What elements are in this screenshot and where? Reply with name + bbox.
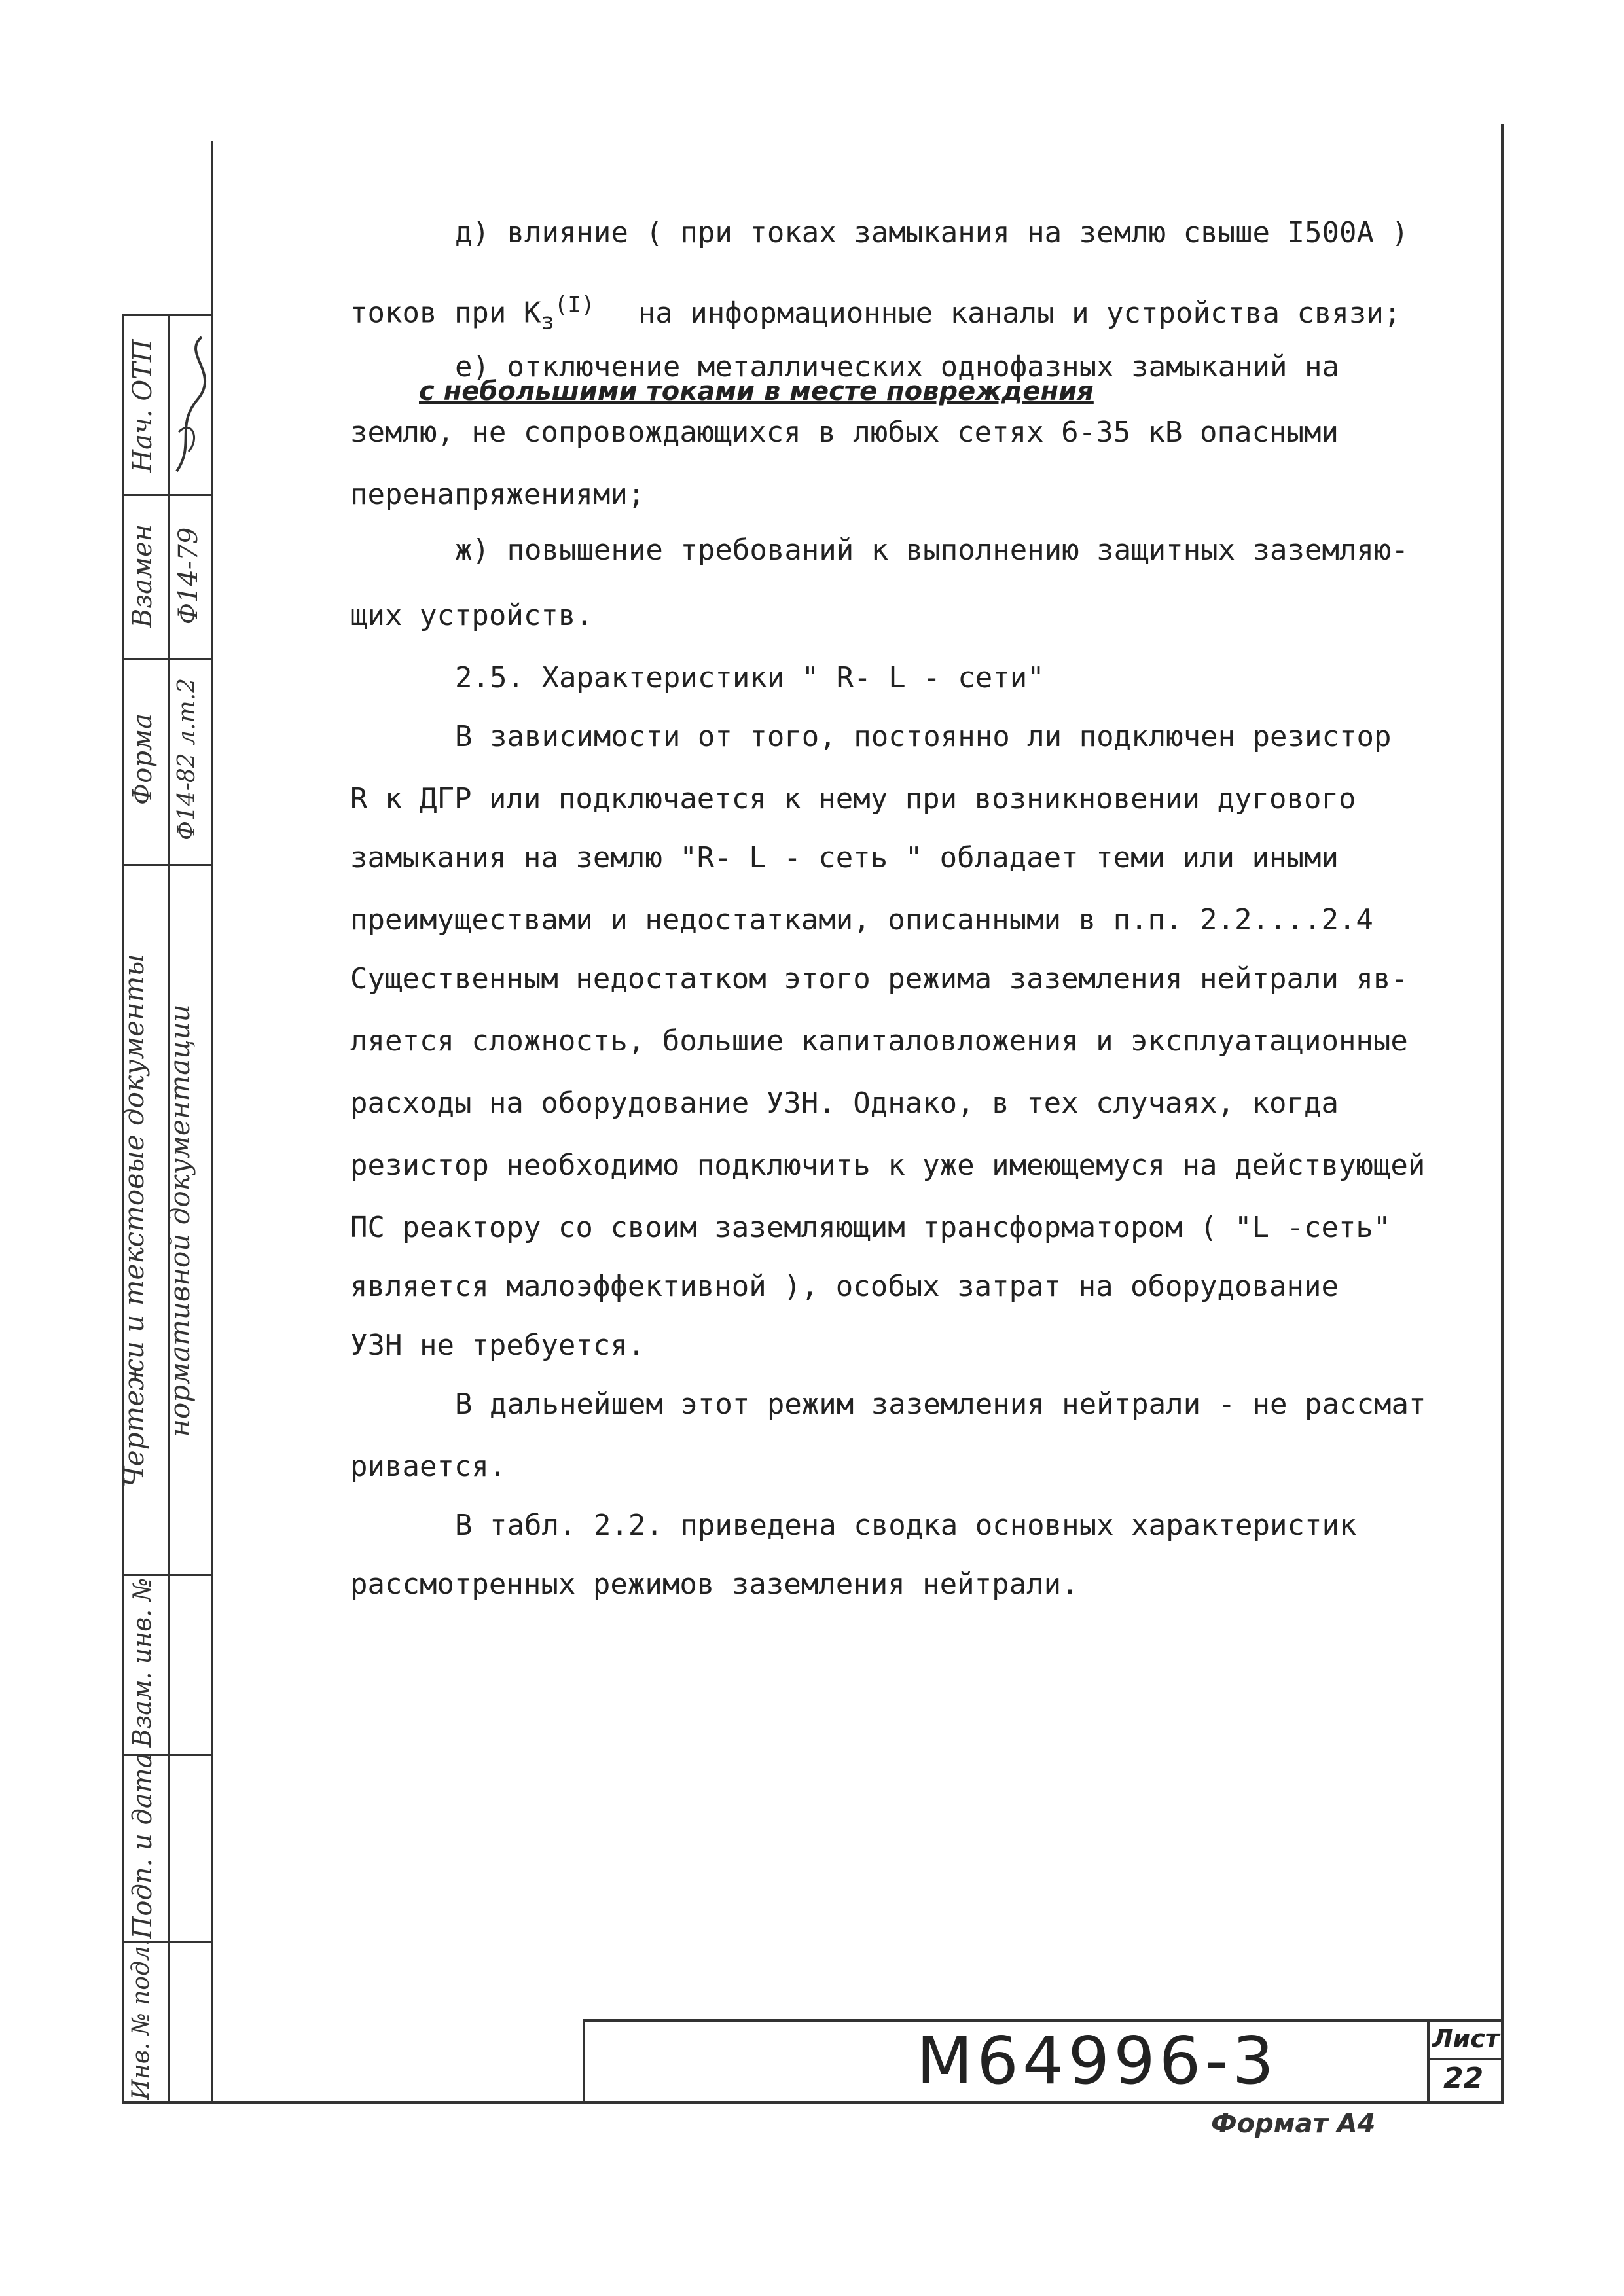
sidebar-vzam-inv: Взам. инв. № [128,1577,156,1748]
sidebar-top-line [122,314,212,316]
para-4: преимуществами и недостатками, описанными в п.п. 2.2....2.4 [350,903,1373,937]
sidebar-docs-line1: Чертежи и текстовые документы [118,954,150,1488]
document-number: М64996-3 [916,2022,1278,2099]
para-e: е) отключение металлических однофазных замыканий на [455,350,1340,384]
sidebar-sep-2 [122,658,212,660]
para-d-cont-b: на информационные каналы и устройства связи; [638,296,1401,330]
section-heading: 2.5. Характеристики " R- L - сети" [455,661,1045,694]
para-d: д) влияние ( при токах замыкания на землю свыше I500А ) [455,216,1409,249]
para-7: расходы на оборудование УЗН. Однако, в тех случаях, когда [350,1086,1339,1120]
sidebar-sep-3 [122,864,212,866]
sidebar-docs-line2: нормативной документации [164,1004,196,1437]
para-e-cont: землю, не сопровождающихся в любых сетях 6-35 кВ опасными [350,416,1339,449]
sheet-number: 22 [1443,2062,1484,2095]
sidebar-sep-1 [122,494,212,496]
titleblock-sheet-hline [1427,2058,1502,2060]
para-8: резистор необходимо подключить к уже имеющемуся на действующей [350,1149,1426,1182]
para-d-sub: з [541,308,554,335]
para-zh: ж) повышение требований к выполнению защитных заземляю- [455,533,1409,567]
titleblock-left [583,2019,585,2102]
para-15: рассмотренных режимов заземления нейтрали. [350,1568,1079,1601]
para-6: ляется сложность, большие капиталовложения и эксплуатационные [350,1024,1408,1058]
sidebar-vzamen: Взамен [128,524,158,628]
para-5: Существенным недостатком этого режима заземления нейтрали яв- [350,962,1408,996]
format-label: Формат А4 [1211,2109,1376,2139]
para-d-sup: (I) [554,292,595,318]
frame-left-line [211,141,213,2104]
sidebar-nach-otp: Нач. ОТП [128,339,158,473]
para-zh-end: щих устройств. [350,599,593,632]
para-10: является малоэффективной ), особых затрат на оборудование [350,1270,1339,1303]
sidebar-forma-value: Ф14-82 л.т.2 [173,678,200,840]
sidebar-vzamen-value: Ф14-79 [173,527,204,625]
para-13: ривается. [350,1450,507,1483]
sidebar-signature [169,327,209,484]
sidebar-forma: Форма [128,713,158,805]
para-e-end: перенапряжениями; [350,478,645,511]
handwritten-insert: с небольшими токами в месте повреждения [419,376,1094,406]
titleblock-top [583,2019,1502,2022]
para-11: УЗН не требуется. [350,1329,645,1362]
para-14: В табл. 2.2. приведена сводка основных характеристик [455,1509,1357,1542]
sidebar-podp-data: Подп. и дата [128,1752,158,1939]
frame-bottom-line [122,2101,1504,2104]
para-2: R к ДГР или подключается к нему при возникновении дугового [350,782,1356,816]
sidebar-inv-podl: Инв. № подл. [128,1938,154,2100]
para-3: замыкания на землю "R- L - сеть " обладает теми или иными [350,841,1339,874]
para-1: В зависимости от того, постоянно ли подключен резистор [455,720,1392,753]
para-12: В дальнейшем этот режим заземления нейтрали - не рассмат [455,1388,1426,1421]
sheet-label: Лист [1432,2024,1500,2053]
para-9: ПС реактору со своим заземляющим трансформатором ( "L -сеть" [350,1211,1391,1244]
para-d-cont-a: токов при К [350,296,541,330]
titleblock-sheet-divider [1427,2019,1430,2102]
